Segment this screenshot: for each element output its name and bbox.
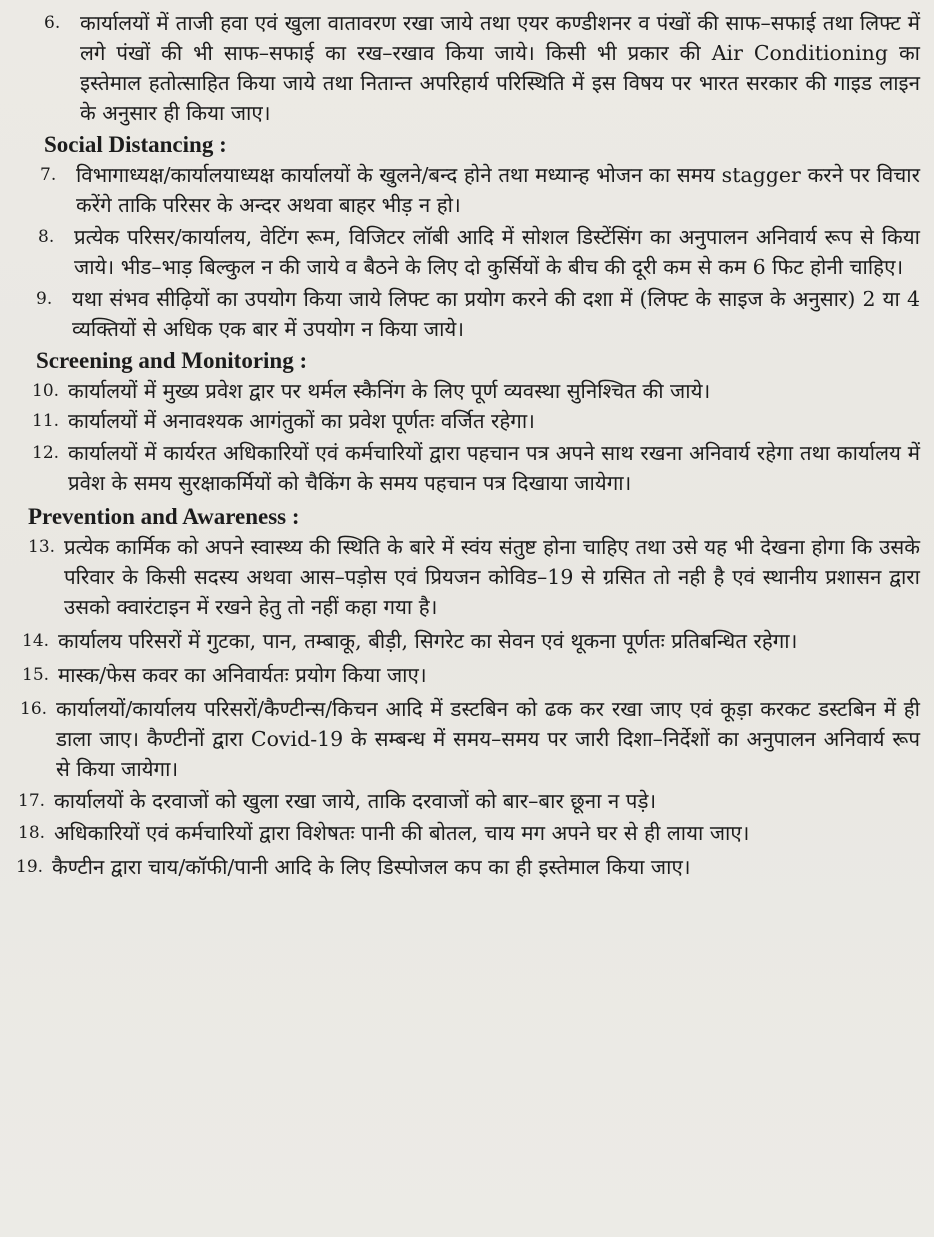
item-text: कार्यालयों में मुख्य प्रवेश द्वार पर थर्मल स्कैनिंग के लिए पूर्ण व्यवस्था सुनिश्चित की जाये। xyxy=(68,379,711,403)
list-item xyxy=(16,818,920,848)
list-item xyxy=(16,660,920,690)
item-number: 16. xyxy=(20,699,48,719)
item-number: 15. xyxy=(22,665,50,685)
list-item xyxy=(16,786,920,816)
item-number: 9. xyxy=(36,289,53,309)
item-text: कार्यालयों/कार्यालय परिसरों/कैण्टीन्स/किचन आदि में डस्टबिन को ढक कर रखा जाए एवं कूड़ा करकट डस्टबिन में ही डाला जाए। कैण्टीनों द्वारा Covid-19 के सम्बन्ध में समय–समय पर जारी दिशा–निर्देशों का अनुपालन अनिवार्य रूप से किया जायेगा। xyxy=(56,697,920,781)
section-heading-social-distancing: Social Distancing : xyxy=(44,132,227,157)
list-item xyxy=(16,160,920,220)
item-text: कार्यालयों में अनावश्यक आगंतुकों का प्रवेश पूर्णतः वर्जित रहेगा। xyxy=(68,409,535,433)
list-item xyxy=(16,438,920,498)
list-item xyxy=(16,284,920,344)
list-item xyxy=(16,852,920,882)
item-number: 14. xyxy=(22,631,50,651)
item-number: 8. xyxy=(38,227,55,247)
item-text: कार्यालयों के दरवाजों को खुला रखा जाये, ताकि दरवाजों को बार–बार छूना न पड़े। xyxy=(54,789,657,813)
list-item xyxy=(16,8,920,128)
item-text: मास्क/फेस कवर का अनिवार्यतः प्रयोग किया जाए। xyxy=(58,663,427,687)
list-item xyxy=(16,532,920,622)
item-text: कार्यालयों में कार्यरत अधिकारियों एवं कर्मचारियों द्वारा पहचान पत्र अपने साथ रखना अनिवार्य रहेगा तथा कार्यालय में प्रवेश के समय सुरक्षाकर्मियों को चैकिंग के समय पहचान पत्र दिखाया जायेगा। xyxy=(68,441,920,495)
item-text: प्रत्येक कार्मिक को अपने स्वास्थ्य की स्थिति के बारे में स्वंय संतुष्ट होना चाहिए तथा उसे यह भी देखना होगा कि उसके परिवार के किसी सदस्य अथवा आस–पड़ोस एवं प्रियजन कोविड–19 से ग्रसित तो नही है एवं स्थानीय प्रशासन द्वारा उसको क्वारंटाइन में रखने हेतु तो नहीं कहा गया है। xyxy=(64,535,920,619)
item-number: 7. xyxy=(40,165,57,185)
section-heading-screening: Screening and Monitoring : xyxy=(36,348,308,373)
item-number: 19. xyxy=(16,857,44,877)
list-item xyxy=(16,222,920,282)
item-text: कैण्टीन द्वारा चाय/कॉफी/पानी आदि के लिए डिस्पोजल कप का ही इस्तेमाल किया जाए। xyxy=(52,855,691,879)
item-text: कार्यालयों में ताजी हवा एवं खुला वातावरण रखा जाये तथा एयर कण्डीशनर व पंखों की साफ–सफाई तथा लिफ्ट में लगे पंखों की भी साफ–सफाई का रख–रखाव किया जाये। किसी भी प्रकार की Air Conditioning का इस्तेमाल हतोत्साहित किया जाये तथा नितान्त अपरिहार्य परिस्थिति में इस विषय पर भारत सरकार की गाइड लाइन के अनुसार ही किया जाए। xyxy=(80,11,920,125)
list-item xyxy=(16,694,920,784)
item-text: प्रत्येक परिसर/कार्यालय, वेटिंग रूम, विजिटर लॉबी आदि में सोशल डिस्टेंसिंग का अनुपालन अनिवार्य रूप से किया जाये। भीड–भाड़ बिल्कुल न की जाये व बैठने के लिए दो कुर्सियों के बीच की दूरी कम से कम 6 फिट होनी चाहिए। xyxy=(74,225,920,279)
item-text: यथा संभव सीढ़ियों का उपयोग किया जाये लिफ्ट का प्रयोग करने की दशा में (लिफ्ट के साइज के अनुसार) 2 या 4 व्यक्तियों से अधिक एक बार में उपयोग न किया जाये। xyxy=(72,287,920,341)
item-text: कार्यालय परिसरों में गुटका, पान, तम्बाकू, बीड़ी, सिगरेट का सेवन एवं थूकना पूर्णतः प्रतिबन्धित रहेगा। xyxy=(58,629,798,653)
item-text: विभागाध्यक्ष/कार्यालयाध्यक्ष कार्यालयों के खुलने/बन्द होने तथा मध्यान्ह भोजन का समय stagger करने पर विचार करेंगे ताकि परिसर के अन्दर अथवा बाहर भीड़ न हो। xyxy=(76,163,920,217)
list-item xyxy=(16,406,920,436)
list-item xyxy=(16,376,920,406)
item-number: 11. xyxy=(32,411,60,431)
item-number: 13. xyxy=(28,537,56,557)
list-item xyxy=(16,626,920,656)
section-heading-prevention: Prevention and Awareness : xyxy=(28,504,300,529)
item-number: 12. xyxy=(32,443,60,463)
item-text: अधिकारियों एवं कर्मचारियों द्वारा विशेषतः पानी की बोतल, चाय मग अपने घर से ही लाया जाए। xyxy=(54,821,750,845)
item-number: 10. xyxy=(32,381,60,401)
item-number: 18. xyxy=(18,823,46,843)
item-number: 17. xyxy=(18,791,46,811)
item-number: 6. xyxy=(44,13,61,33)
